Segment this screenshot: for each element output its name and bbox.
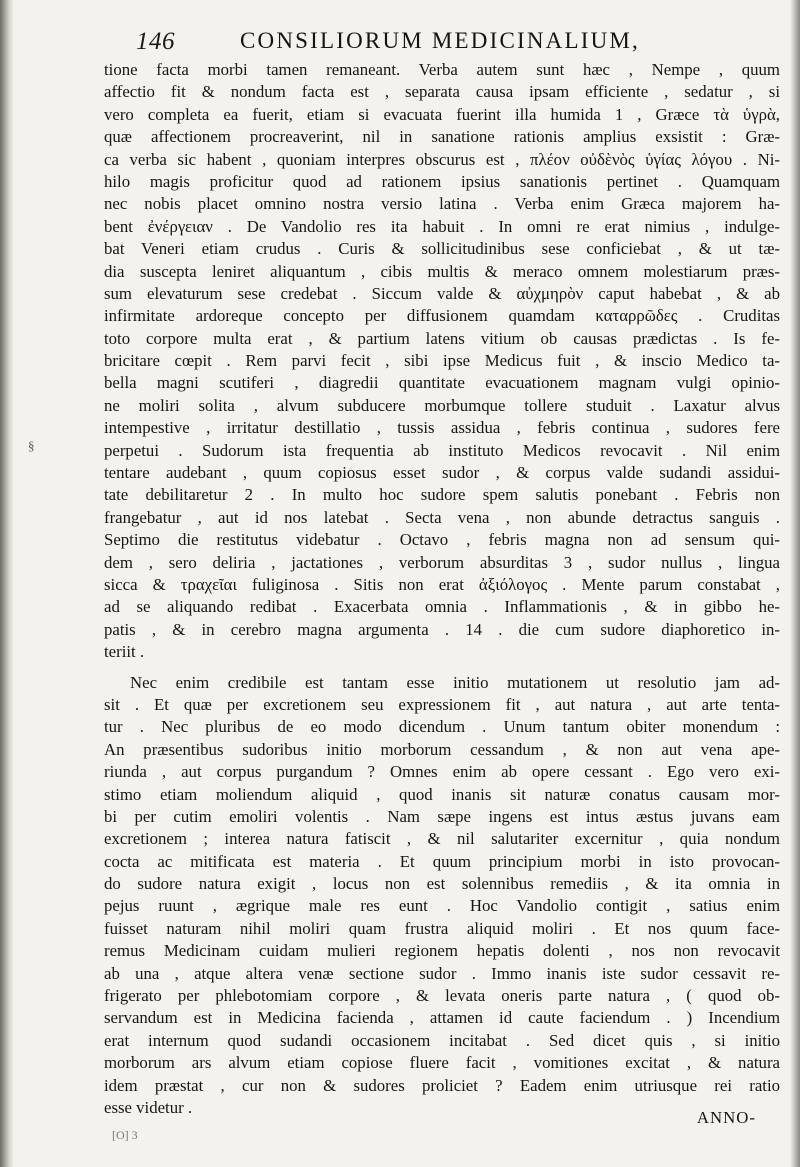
body-text: [104, 59, 780, 1119]
text-line: toto corpore multa erat , & partium latens vitium ob causas prædictas . Is fe-: [104, 328, 780, 348]
text-line: tur . Nec pluribus de eo modo dicendum . Unum tantum obiter monendum :: [104, 717, 780, 737]
text-line: An præsentibus sudoribus initio morborum cessandum , & non aut vena ape-: [104, 739, 780, 759]
text-line: ad se aliquando redibat . Exacerbata omnia . Inflammationis , & in gibbo he-: [104, 597, 780, 617]
text-line: dem , sero deliria , jactationes , verborum absurditas 3 , sudor nullus , lingua: [104, 552, 780, 572]
text-line: affectio fit & nondum facta est , separata causa ipsam efficiente , sedatur , si: [104, 82, 780, 102]
text-line: servandum est in Medicina facienda , attamen id caute faciendum . ) Incendium: [104, 1008, 780, 1028]
text-line: intempestive , irritatur destillatio , tussis assidua , febris continua , sudores fere: [104, 418, 780, 438]
text-line: erat internum quod sudandi occasionem incitabat . Sed dicet quis , si initio: [104, 1030, 780, 1050]
text-line: bat Veneri etiam crudus . Curis & sollicitudinibus sese conficiebat , & ut tæ-: [104, 239, 780, 259]
text-line: ab una , atque altera venæ sectione sudor . Immo inanis iste sudor cessavit re-: [104, 963, 780, 983]
text-line: morborum ars alvum etiam copiose fluere facit , vomitiones excitat , & natura: [104, 1053, 780, 1073]
text-line: esse videtur .: [104, 1097, 193, 1117]
text-line: Septimo die restitutus videbatur . Octavo , febris magna non ad sensum qui-: [104, 530, 780, 550]
text-line: dia suscepta leniret aliquantum , cibis multis & meraco omnem molestiarum præs-: [104, 261, 780, 281]
catchword: ANNO-: [696, 1108, 756, 1127]
text-line: bella magni scutiferi , diagredii quantitate evacuationem magnam vulgi opinio-: [104, 373, 780, 393]
signature-mark: [O] 3: [112, 1128, 138, 1142]
text-line: riunda , aut corpus purgandum ? Omnes enim ab opere cessant . Ego vero exi-: [104, 762, 780, 782]
text-line: sit . Et quæ per excretionem seu expressionem fit , aut natura , aut arte tenta-: [104, 694, 780, 714]
text-line: bi per cutim emoliri volentis . Nam sæpe ingens est intus æstus juvans eam: [104, 806, 780, 826]
text-line: bricitare cœpit . Rem parvi fecit , sibi ipse Medicus fuit , & inscio Medico ta-: [104, 351, 780, 371]
text-line: patis , & in cerebro magna argumenta . 14 . die cum sudore diaphoretico in-: [104, 619, 780, 639]
text-line: sum elevaturum sese credebat . Siccum valde & αὐχμηρὸν caput habebat , & ab: [104, 283, 780, 303]
text-line: tentare audebant , quum copiosus esset sudor , & corpus valde sudandi assidui-: [104, 463, 780, 483]
text-line: Nec enim credibile est tantam esse initio mutationem ut resolutio jam ad-: [130, 672, 780, 692]
text-line: fuisset naturam nihil moliri quam frustra aliquid moliri . Et nos quum face-: [104, 918, 780, 938]
text-line: infirmitate ardoreque concepto per diffusionem quamdam καταρρῶδες . Cruditas: [104, 306, 780, 326]
margin-mark: §: [28, 438, 35, 453]
paragraph: [104, 59, 780, 664]
page-number: 146: [136, 28, 175, 55]
text-line: stimo etiam moliendum aliquid , quod inanis sit naturæ conatus causam mor-: [104, 784, 780, 804]
text-line: perpetui . Sudorum ista frequentia ab instituto Medicos revocavit . Nil enim: [104, 440, 780, 460]
text-line: ca verba sic habent , quoniam interpres obscurus est , πλέον οὐδὲνὸς ὑγίας λόγου . Ni-: [104, 149, 780, 169]
paragraph-gap: [104, 664, 780, 672]
text-line: bent ἐνέργειαν . De Vandolio res ita habuit . In omni re erat nimius , indulge-: [104, 216, 780, 236]
text-line: frigerato per phlebotomiam corpore , & levata oneris parte natura , ( quod ob-: [104, 986, 780, 1006]
text-line: remus Medicinam cuidam mulieri regionem hepatis dolenti , nos non revocavit: [104, 941, 780, 961]
text-line: idem præstat , cur non & sudores proliciet ? Eadem enim utriusque rei ratio: [104, 1075, 780, 1095]
text-line: quæ affectionem procreaverint, nil in sanatione rationis amplius exsistit : Græ-: [104, 127, 780, 147]
paragraph: [104, 672, 780, 1120]
text-line: nec nobis placet omnino nostra versio latina . Verba enim Græca majorem ha-: [104, 194, 780, 214]
text-line: teriit .: [104, 642, 145, 662]
text-line: ne moliri solita , alvum subducere morbumque tollere studuit . Laxatur alvus: [104, 395, 780, 415]
text-line: do sudore natura exigit , locus non est solennibus remediis , & ita omnia in: [104, 874, 780, 894]
text-line: hilo magis proficitur quod ad rationem ipsius sanationis pertinet . Quamquam: [104, 171, 780, 191]
text-line: vero completa ea fuerit, etiam si evacuata fuerint illa humida 1 , Græce τὰ ὑγρὰ,: [104, 104, 780, 124]
text-line: frangebatur , aut id nos latebat . Secta vena , non abunde detractus sanguis .: [104, 507, 780, 527]
text-line: sicca & τραχεῖαι fuliginosa . Sitis non erat ἀξιόλογος . Mente parum constabat ,: [104, 574, 780, 594]
text-line: tione facta morbi tamen remaneant. Verba autem sunt hæc , Nempe , quum: [104, 60, 780, 79]
text-line: pejus ruunt , ægrique male res eunt . Hoc Vandolio contigit , satius enim: [104, 896, 780, 916]
text-line: tate debilitaretur 2 . In multo hoc sudore spem salutis ponebant . Febris non: [104, 485, 780, 505]
running-head: [0, 26, 800, 62]
text-line: cocta ac mitificata est materia . Et quum principium morbi in isto provocan-: [104, 851, 780, 871]
text-line: excretionem ; interea natura fatiscit , & nil salutariter excernitur , quia nondum: [104, 829, 780, 849]
running-title: CONSILIORUM MEDICINALIUM,: [240, 28, 640, 53]
